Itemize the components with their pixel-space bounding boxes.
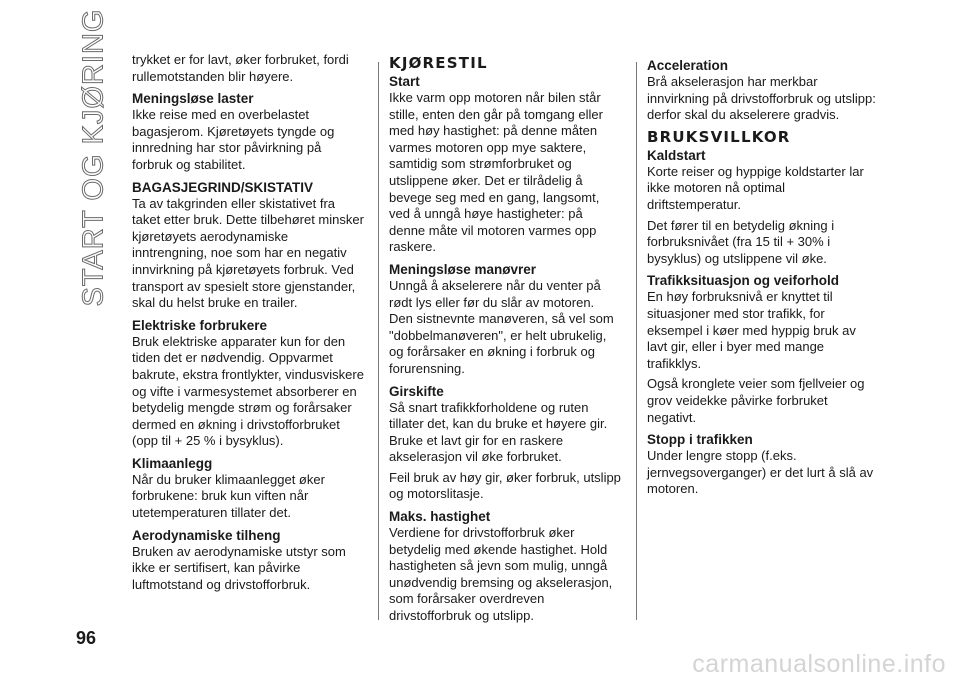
text-column-2 xyxy=(389,52,621,629)
paragraph: Også kronglete veier som fjellveier og grov veidekke påvirke forbruket negativt. xyxy=(647,376,865,425)
paragraph: Når du bruker klimaanlegget øker forbrukene: bruk kun viften når utetemperaturen tillater det. xyxy=(132,471,325,521)
subsection-heading: Maks. hastighet xyxy=(389,509,491,525)
subsection-heading: Stopp i trafikken xyxy=(647,432,753,448)
paragraph: Verdiene for drivstofforbruk øker betydelig med økende hastighet. Hold hastigheten så jevn som mulig, unngå unødvendig bremsing og akselerasjon, som forårsaker overdreven drivstofforbruk og utslipp. xyxy=(389,525,613,624)
section-heading: KJØRESTIL xyxy=(389,54,488,72)
subsection-heading: Start xyxy=(389,74,420,89)
page-number: 96 xyxy=(76,628,97,648)
paragraph: Korte reiser og hyppige koldstarter lar ikke motoren nå optimal driftstemperatur. xyxy=(647,163,864,212)
subsection-heading: Kaldstart xyxy=(647,147,706,163)
paragraph: En høy forbruksnivå er knyttet til situasjoner med stor trafikk, for eksempel i køer med hyppig bruk av lavt gir, eller i byer med mange trafikklys. xyxy=(647,289,856,371)
chapter-side-title-text: START OG KJØRING xyxy=(77,8,110,306)
column-divider-1 xyxy=(378,62,379,620)
paragraph: Så snart trafikkforholdene og ruten tillater det, kan du bruke et høyere gir. Bruke et lavt gir for en raskere akselerasjon vil øke forbruket. xyxy=(389,399,608,465)
paragraph: Feil bruk av høy gir, øker forbruk, utslipp og motorslitasje. xyxy=(389,469,621,502)
column-divider-2 xyxy=(636,62,637,620)
text-column-3 xyxy=(647,52,879,502)
paragraph: trykket er for lavt, øker forbruket, fordi rullemotstanden blir høyere. xyxy=(132,52,349,84)
subsection-heading: Aerodynamiske tilheng xyxy=(132,527,281,543)
subsection-heading: Meningsløse laster xyxy=(132,91,254,107)
paragraph: Det fører til en betydelig økning i forbruksnivået (fra 15 til + 30% i bysyklus) og utslippene vil øke. xyxy=(647,217,835,266)
subsection-heading: Acceleration xyxy=(647,58,729,73)
watermark-text: carmanualsonline.info xyxy=(692,650,946,678)
subsection-heading: BAGASJEGRIND/SKISTATIV xyxy=(132,179,314,195)
chapter-side-title xyxy=(74,8,114,306)
paragraph: Under lengre stopp (f.eks. jernvegsoverganger) er det lurt å slå av motoren. xyxy=(647,448,874,497)
paragraph: Bruken av aerodynamiske utstyr som ikke er sertifisert, kan påvirke luftmotstand og drivstofforbruk. xyxy=(132,543,346,592)
subsection-heading: Klimaanlegg xyxy=(132,455,213,471)
paragraph: Ta av takgrinden eller skistativet fra taket etter bruk. Dette tilbehøret minsker kjøretøyets aerodynamiske inntrengning, noe som har en negativ innvirkning på kjøretøyets forbruk. Ved transport av spesielt store gjenstander, skal du helst bruke en trailer. xyxy=(132,195,364,311)
subsection-heading: Girskifte xyxy=(389,383,444,399)
subsection-heading: Elektriske forbrukere xyxy=(132,317,268,333)
paragraph: Brå akselerasjon har merkbar innvirkning på drivstofforbruk og utslipp: derfor skal du akselerere gradvis. xyxy=(647,74,876,123)
text-column-1 xyxy=(132,52,364,597)
paragraph: Ikke varm opp motoren når bilen står stille, enten den går på tomgang eller med høy hastighet: på denne måten varmes motoren opp mye saktere, samtidig som strømforbruket og utslippene øker. Det er tilrådelig å bevege seg med en gang, langsomt, ved å unngå høye hastigheter: på denne måte vil motoren varmes opp raskere. xyxy=(389,90,603,255)
section-heading: BRUKSVILLKOR xyxy=(647,127,791,146)
paragraph: Bruk elektriske apparater kun for den tiden det er nødvendig. Oppvarmet bakrute, ekstra frontlykter, vindusviskere og vifte i varmesystemet absorberer en betydelig mengde strøm og forårsaker dermed en økning i drivstofforbruket (opp til + 25 % i bysyklus). xyxy=(132,333,364,449)
paragraph: Unngå å akselerere når du venter på rødt lys eller før du slår av motoren. Den sistnevnte manøveren, så vel som "dobbelmanøveren", er helt ubrukelig, og forårsaker en økning i forbruk og forurensning. xyxy=(389,277,614,376)
subsection-heading: Meningsløse manøvrer xyxy=(389,261,537,277)
paragraph: Ikke reise med en overbelastet bagasjerom. Kjøretøyets tyngde og innredning har stor påvirkning på forbruk og stabilitet. xyxy=(132,107,335,172)
subsection-heading: Trafikksituasjon og veiforhold xyxy=(647,273,840,289)
